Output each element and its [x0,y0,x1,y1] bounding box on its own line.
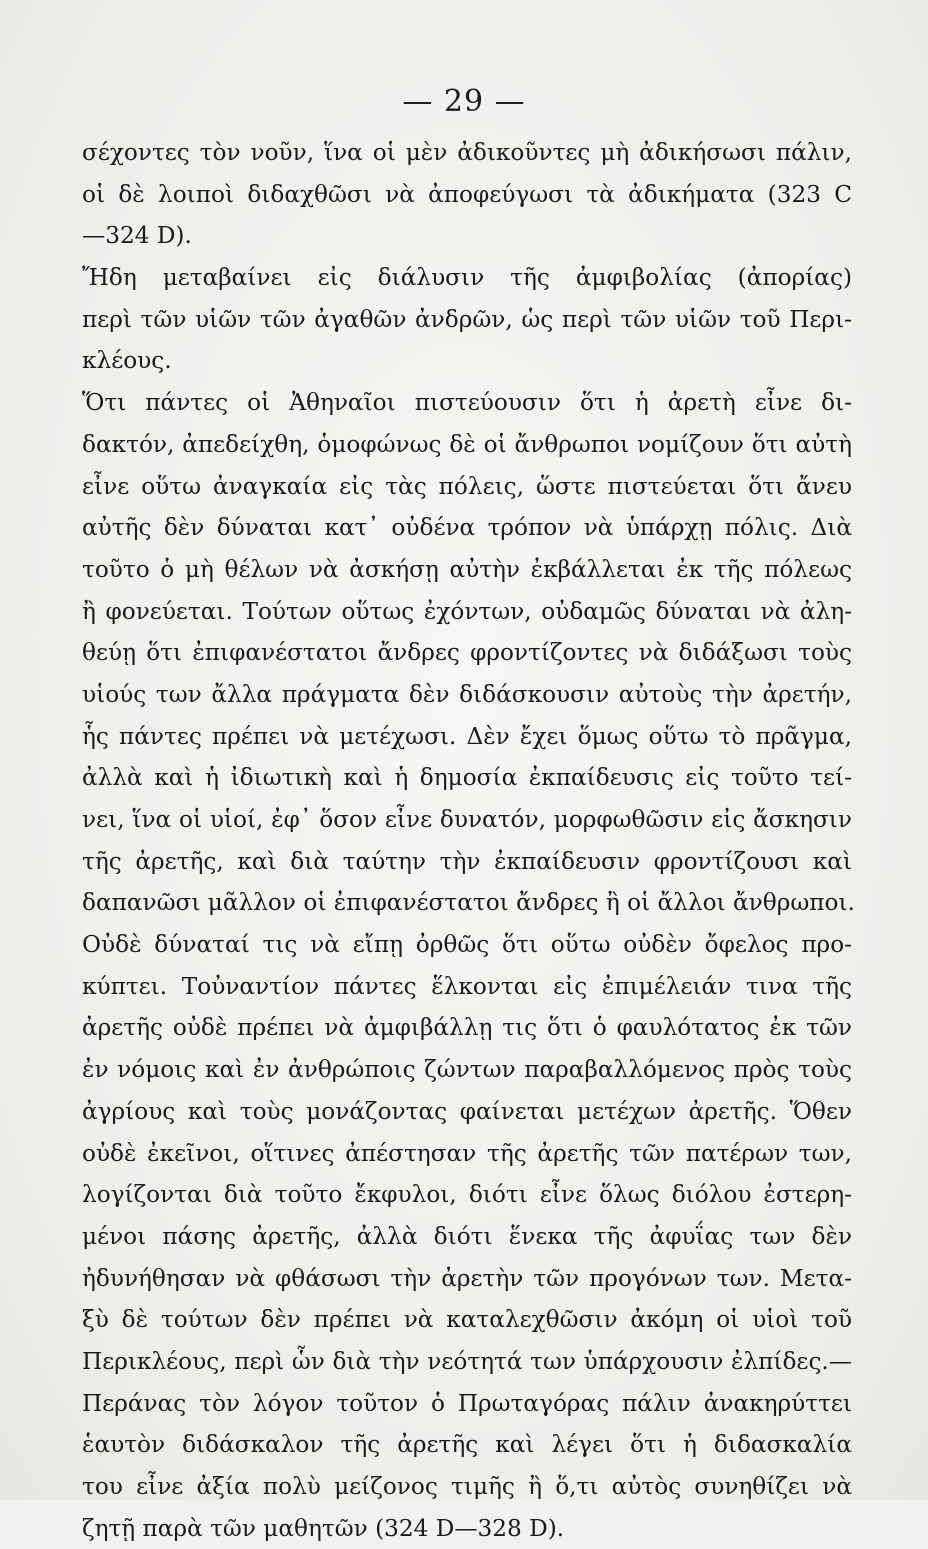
text-line: ζητῇ παρὰ τῶν μαθητῶν (324 D—328 D). [82,1514,565,1542]
text-line: Ἤδη μεταβαίνει εἰς διάλυσιν τῆς ἀμφιβολίας (ἀπορίας) [82,264,852,292]
text-line: νει, ἵνα οἱ υἱοί, ἐφ᾽ ὅσον εἶνε δυνατόν, μορφωθῶσιν εἰς ἄσκησιν [82,806,852,833]
text-line: θεύῃ ὅτι ἐπιφανέστατοι ἄνδρες φροντίζοντες νὰ διδάξωσι τοὺς [82,639,852,667]
text-line: ἐν νόμοις καὶ ἐν ἀνθρώποις ζώντων παραβαλλόμενος πρὸς τοὺς [82,1056,852,1084]
text-line: λογίζονται διὰ τοῦτο ἔκφυλοι, διότι εἶνε ὅλως διόλου ἐστερη- [82,1181,852,1209]
text-line: ἀγρίους καὶ τοὺς μονάζοντας φαίνεται μετέχων ἀρετῆς. Ὅθεν [82,1097,852,1125]
text-line: εἶνε οὕτω ἀναγκαία εἰς τὰς πόλεις, ὥστε πιστεύεται ὅτι ἄνευ [82,472,852,500]
text-line: του εἶνε ἀξία πολὺ μείζονος τιμῆς ἢ ὅ,τι αὐτὸς συνηθίζει νὰ [82,1473,852,1500]
page-number: — 29 — [402,84,526,119]
text-line: ἀρετῆς οὐδὲ πρέπει νὰ ἀμφιβάλλῃ τις ὅτι ὁ φαυλότατος ἐκ τῶν [82,1014,852,1042]
text-line: τοῦτο ὁ μὴ θέλων νὰ ἀσκήσῃ αὐτὴν ἐκβάλλεται ἐκ τῆς πόλεως [82,555,852,583]
text-line: μένοι πάσης ἀρετῆς, ἀλλὰ διότι ἕνεκα τῆς ἀφυΐας των δὲν [82,1222,852,1250]
text-line: ἀλλὰ καὶ ἡ ἰδιωτικὴ καὶ ἡ δημοσία ἐκπαίδευσις εἰς τοῦτο τεί- [82,764,852,792]
text-line: οἱ δὲ λοιποὶ διδαχθῶσι νὰ ἀποφεύγωσι τὰ ἀδικήματα (323 C [82,180,852,208]
text-line: τῆς ἀρετῆς, καὶ διὰ ταύτην τὴν ἐκπαίδευσιν φροντίζουσι καὶ [82,847,852,875]
text-line: ἧς πάντες πρέπει νὰ μετέχωσι. Δὲν ἔχει ὅμως οὕτω τὸ πρᾶγμα, [82,722,852,750]
text-line: δακτόν, ἀπεδείχθη, ὁμοφώνως δὲ οἱ ἄνθρωποι νομίζουν ὅτι αὐτὴ [82,430,852,458]
text-line: ἠδυνήθησαν νὰ φθάσωσι τὴν ἀρετὴν τῶν προγόνων των. Μετα- [82,1264,852,1292]
body-text [82,132,855,1549]
text-line: σέχοντες τὸν νοῦν, ἵνα οἱ μὲν ἀδικοῦντες μὴ ἀδικήσωσι πάλιν, [82,139,852,166]
text-line: —324 D). [82,222,192,250]
text-line: Περάνας τὸν λόγον τοῦτον ὁ Πρωταγόρας πάλιν ἀνακηρύττει [82,1389,852,1417]
text-line: Οὐδὲ δύναταί τις νὰ εἴπῃ ὀρθῶς ὅτι οὕτω οὐδὲν ὄφελος προ- [82,931,852,959]
text-line: υἱούς των ἄλλα πράγματα δὲν διδάσκουσιν αὐτοὺς τὴν ἀρετήν, [82,680,852,708]
text-line: οὐδὲ ἐκεῖνοι, οἵτινες ἀπέστησαν τῆς ἀρετῆς τῶν πατέρων των, [82,1139,852,1167]
text-line: περὶ τῶν υἱῶν τῶν ἀγαθῶν ἀνδρῶν, ὡς περὶ τῶν υἱῶν τοῦ Περι- [82,305,852,333]
text-line: Ὅτι πάντες οἱ Ἀθηναῖοι πιστεύουσιν ὅτι ἡ ἀρετὴ εἶνε δι- [82,389,852,417]
text-line: ξὺ δὲ τούτων δὲν πρέπει νὰ καταλεχθῶσιν ἀκόμη οἱ υἱοὶ τοῦ [82,1306,852,1334]
text-line: ἑαυτὸν διδάσκαλον τῆς ἀρετῆς καὶ λέγει ὅτι ἡ διδασκαλία [82,1431,852,1459]
text-line: κύπτει. Τοὐναντίον πάντες ἕλκονται εἰς ἐπιμέλειάν τινα τῆς [82,972,852,1000]
text-line: ἢ φονεύεται. Τούτων οὕτως ἐχόντων, οὐδαμῶς δύναται νὰ ἀλη- [82,597,852,625]
text-line: δαπανῶσι μᾶλλον οἱ ἐπιφανέστατοι ἄνδρες ἢ οἱ ἄλλοι ἄνθρωποι. [82,889,855,917]
text-line: κλέους. [82,347,172,375]
text-line: Περικλέους, περὶ ὧν διὰ τὴν νεότητά των ὑπάρχουσιν ἐλπίδες.— [82,1347,852,1375]
text-line: αὐτῆς δὲν δύναται κατ᾽ οὐδένα τρόπον νὰ ὑπάρχῃ πόλις. Διὰ [82,514,852,542]
